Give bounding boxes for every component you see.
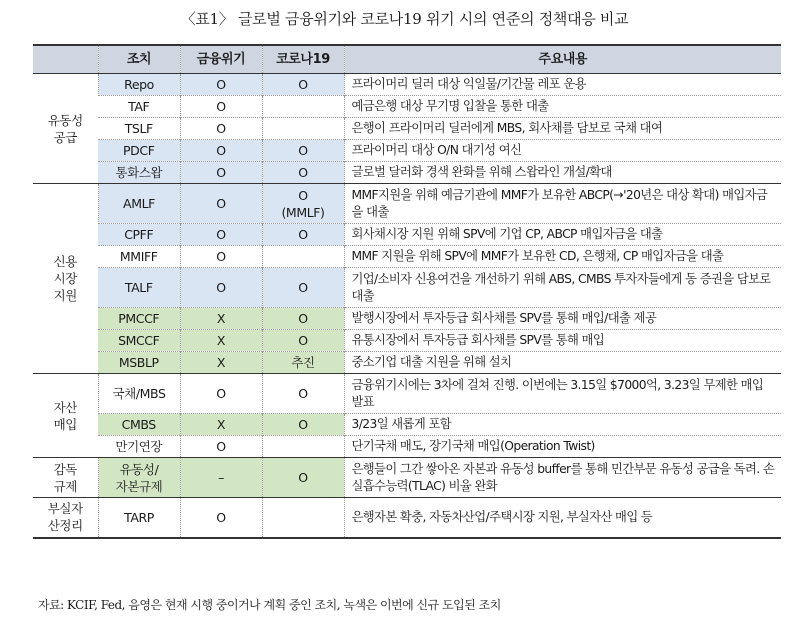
table-row (33, 436, 781, 458)
table-row (33, 374, 781, 414)
gfc-cell: O (180, 96, 262, 118)
gfc-cell: O (180, 224, 262, 246)
covid-cell (262, 96, 344, 118)
measure-cell: Repo (98, 74, 180, 96)
content-cell: 프라이머리 대상 O/N 대기성 여신 (344, 140, 781, 162)
measure-cell: PMCCF (98, 308, 180, 330)
measure-cell: 통화스왑 (98, 162, 180, 184)
covid-cell: O (262, 140, 344, 162)
table-title: 〈표1〉 글로벌 금융위기와 코로나19 위기 시의 연준의 정책대응 비교 (180, 10, 629, 28)
table-row (33, 224, 781, 246)
gfc-cell: O (180, 118, 262, 140)
table-row (33, 352, 781, 374)
category-liquidity: 유동성 공급 (33, 74, 98, 184)
content-cell: 발행시장에서 투자등급 회사채를 SPV를 통해 매입/대출 제공 (344, 308, 781, 330)
covid-cell: O (262, 414, 344, 436)
content-cell: 은행들이 그간 쌓아온 자본과 유동성 buffer를 통해 민간부문 유동성 공급을 독려. 손실흡수능력(TLAC) 비율 완화 (344, 458, 781, 498)
covid-cell: O (MMLF) (262, 184, 344, 224)
measure-cell: CMBS (98, 414, 180, 436)
measure-cell: TALF (98, 268, 180, 308)
content-cell: MMF지원을 위해 예금기관에 MMF가 보유한 ABCP(→'20년은 대상 확대) 매입자금을 대출 (344, 184, 781, 224)
gfc-cell: X (180, 414, 262, 436)
content-cell: MMF 지원을 위해 SPV에 MMF가 보유한 CD, 은행채, CP 매입자금을 대출 (344, 246, 781, 268)
content-cell: 은행이 프라이머리 딜러에게 MBS, 회사채를 담보로 국채 대여 (344, 118, 781, 140)
content-cell: 금융위기시에는 3차에 걸쳐 진행. 이번에는 3.15일 $7000억, 3.23일 무제한 매입 발표 (344, 374, 781, 414)
gfc-cell: O (180, 184, 262, 224)
content-cell: 글로벌 달러화 경색 완화를 위해 스왑라인 개설/확대 (344, 162, 781, 184)
covid-cell: O (262, 308, 344, 330)
table-row (33, 74, 781, 96)
gfc-cell: O (180, 498, 262, 538)
measure-cell: 유동성/ 자본규제 (98, 458, 180, 498)
gfc-cell: O (180, 246, 262, 268)
table-row (33, 498, 781, 538)
header-covid: 코로나19 (262, 45, 344, 74)
measure-cell: TAF (98, 96, 180, 118)
category-supervision: 감독 규제 (33, 458, 98, 498)
table-row (33, 184, 781, 224)
content-cell: 예금은행 대상 무기명 입찰을 통한 대출 (344, 96, 781, 118)
header-row (33, 45, 781, 74)
gfc-cell: – (180, 458, 262, 498)
category-bad-asset: 부실자 산정리 (33, 498, 98, 538)
covid-cell: O (262, 330, 344, 352)
gfc-cell: O (180, 374, 262, 414)
measure-cell: CPFF (98, 224, 180, 246)
table-row (33, 458, 781, 498)
content-cell: 기업/소비자 신용여건을 개선하기 위해 ABS, CMBS 투자자들에게 동 증권을 담보로 대출 (344, 268, 781, 308)
measure-cell: MMIFF (98, 246, 180, 268)
table-row (33, 308, 781, 330)
policy-comparison-table (33, 44, 781, 539)
header-content: 주요내용 (344, 45, 781, 74)
covid-cell (262, 246, 344, 268)
measure-cell: TSLF (98, 118, 180, 140)
covid-cell: O (262, 74, 344, 96)
covid-cell: O (262, 224, 344, 246)
gfc-cell: X (180, 330, 262, 352)
source-note: 자료: KCIF, Fed, 음영은 현재 시행 중이거나 계획 중인 조치, 녹색은 이번에 신규 도입된 조치 (38, 598, 501, 612)
gfc-cell: O (180, 140, 262, 162)
table-row (33, 118, 781, 140)
covid-cell: O (262, 374, 344, 414)
category-credit: 신용 시장 지원 (33, 184, 98, 374)
content-cell: 단기국채 매도, 장기국채 매입(Operation Twist) (344, 436, 781, 458)
gfc-cell: O (180, 74, 262, 96)
measure-cell: SMCCF (98, 330, 180, 352)
table-row (33, 162, 781, 184)
covid-cell (262, 118, 344, 140)
table-row (33, 246, 781, 268)
measure-cell: PDCF (98, 140, 180, 162)
covid-cell (262, 498, 344, 538)
content-cell: 회사채시장 지원 위해 SPV에 기업 CP, ABCP 매입자금을 대출 (344, 224, 781, 246)
table-row (33, 140, 781, 162)
content-cell: 유통시장에서 투자등급 회사채를 SPV를 통해 매입 (344, 330, 781, 352)
measure-cell: AMLF (98, 184, 180, 224)
content-cell: 프라이머리 딜러 대상 익일물/기간물 레포 운용 (344, 74, 781, 96)
gfc-cell: X (180, 308, 262, 330)
measure-cell: MSBLP (98, 352, 180, 374)
category-asset-purchase: 자산 매입 (33, 374, 98, 458)
gfc-cell: O (180, 436, 262, 458)
gfc-cell: O (180, 162, 262, 184)
table-row (33, 96, 781, 118)
covid-cell (262, 436, 344, 458)
measure-cell: 국채/MBS (98, 374, 180, 414)
header-gfc: 금융위기 (180, 45, 262, 74)
covid-cell: O (262, 458, 344, 498)
header-category (33, 45, 98, 74)
gfc-cell: O (180, 268, 262, 308)
table-row (33, 268, 781, 308)
content-cell: 3/23일 새롭게 포함 (344, 414, 781, 436)
content-cell: 중소기업 대출 지원을 위해 설치 (344, 352, 781, 374)
table-row (33, 414, 781, 436)
covid-cell: O (262, 162, 344, 184)
header-measure: 조치 (98, 45, 180, 74)
gfc-cell: X (180, 352, 262, 374)
covid-cell: O (262, 268, 344, 308)
table-row (33, 330, 781, 352)
content-cell: 은행자본 확충, 자동차산업/주택시장 지원, 부실자산 매입 등 (344, 498, 781, 538)
covid-cell: 추진 (262, 352, 344, 374)
measure-cell: 만기연장 (98, 436, 180, 458)
measure-cell: TARP (98, 498, 180, 538)
